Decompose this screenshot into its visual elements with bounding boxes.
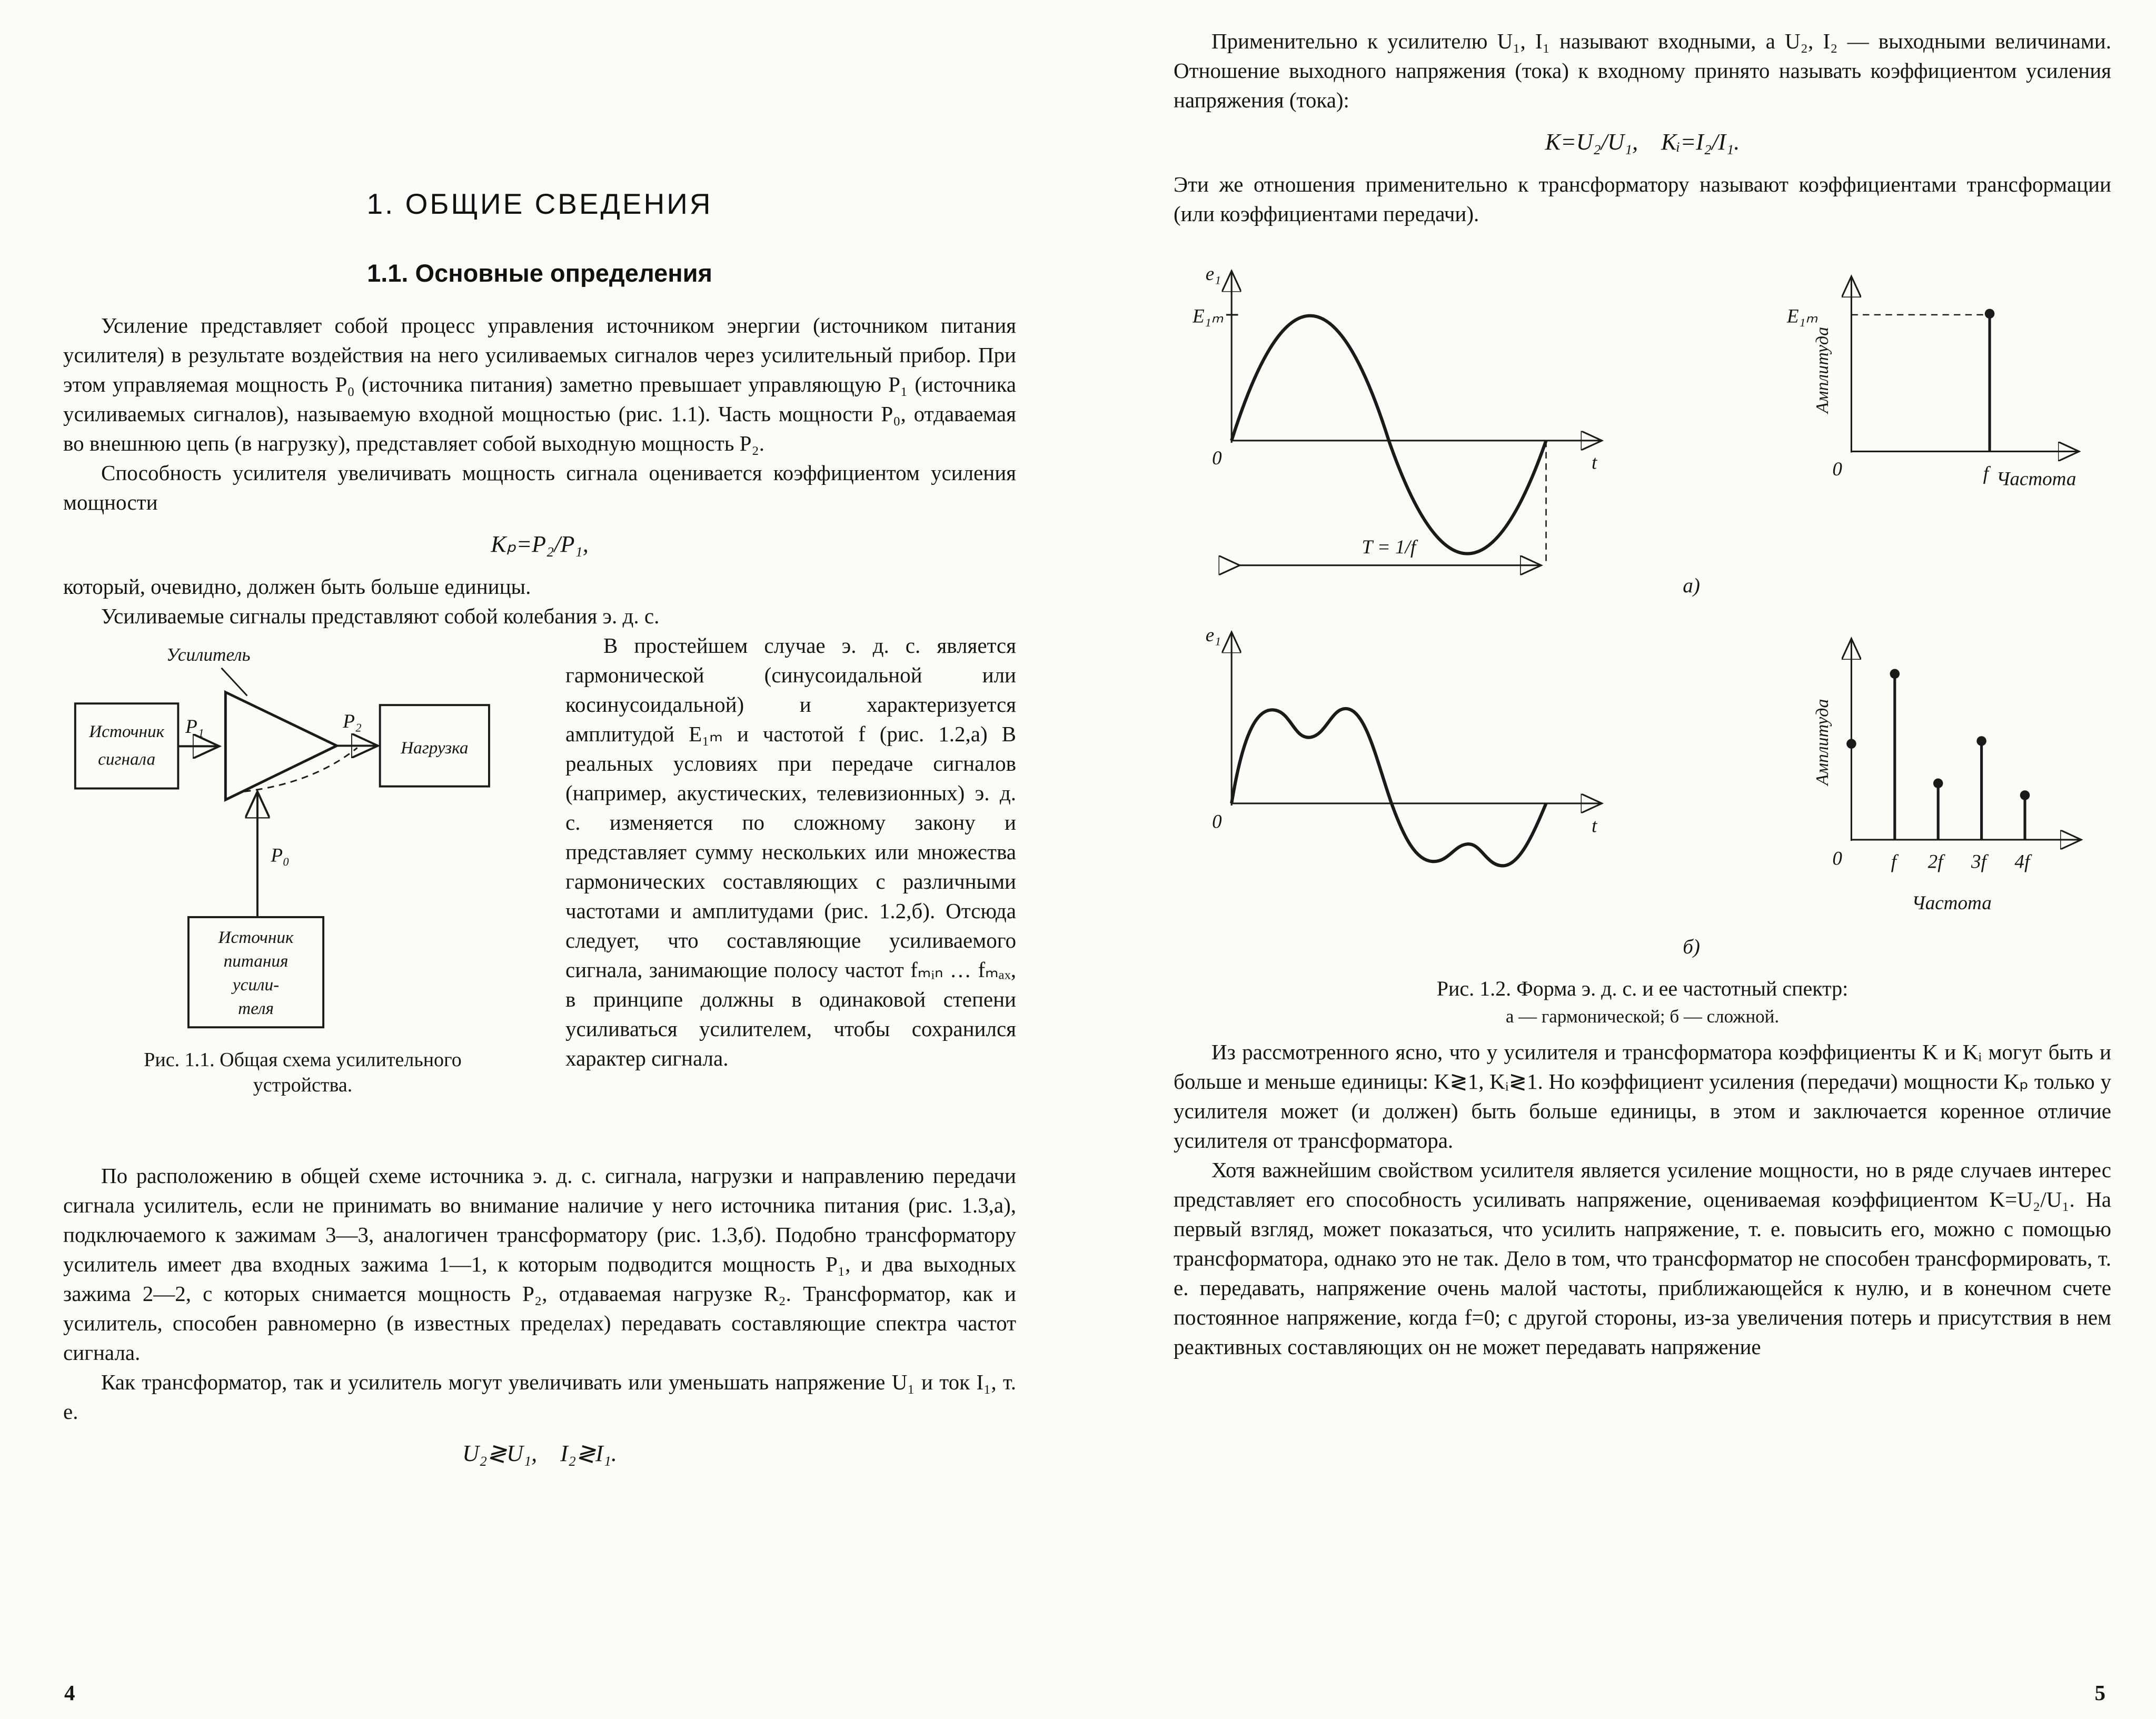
body-paragraph: Усиление представляет собой процесс управления источником энергии (источником питания усилителя) в результате воздействия на него усиливаемых сигналов через усилительный прибор. При этом управляемая мощность P₀ (источника питания) заметно превышает управляющую P₁ (источника усиливаемых сигналов), называемую входной мощностью (рис. 1.1). Часть мощности P₀, отдаваемая во внешнюю цепь (в нагрузку), представляет собой выходную мощность P₂. [63,313,1016,455]
body-paragraph: Применительно к усилителю U₁, I₁ называют входными, а U₂, I₂ — выходными величинами. Отношение выходного напряжения (тока) к входному принято называть коэффициентом усиления напряжения (тока): [1174,29,2111,112]
page-number: 5 [2094,1681,2105,1705]
f-label: f [1983,462,1989,484]
load-label: Нагрузка [401,738,469,758]
amplitude-label: Амплитуда [1812,699,1832,786]
page-number: 4 [64,1681,75,1705]
figure-1-2a [1193,244,2093,602]
subfigure-a-label: а) [1682,574,1700,598]
figure-1-2b [1193,605,2093,963]
e1-label: e₁ [1205,263,1221,285]
f-label: f [1891,851,1896,873]
period-label: T = 1/f [1362,536,1416,559]
spectrum-dot-0 [1846,739,1856,749]
body-paragraph: Как трансформатор, так и усилитель могут увеличивать или уменьшать напряжение U₁ и ток I₁, т. е. [63,1369,1016,1424]
spectrum-origin-label: 0 [1832,458,1842,480]
subfigure-b-label: б) [1682,935,1700,958]
signal-source-label-1: Источник [89,721,165,741]
spectrum-dot-f [1984,309,1994,319]
p1-label: P₁ [185,716,204,738]
t-label: t [1591,815,1597,837]
complex-waveform [1231,709,1546,866]
body-paragraph: Из рассмотренного ясно, что у усилителя и трансформатора коэффициенты K и Kᵢ могут быть и больше и меньше единицы: K≷1, Kᵢ≷1. Но коэффициент усиления (передачи) мощности Kₚ только у усилителя может (и должен) быть больше единицы, в этом и заключается коренное отличие усилителя от трансформатора. [1174,1039,2111,1152]
figure-1-1-caption: Рис. 1.1. Общая схема усилительного устройства. [144,1048,462,1096]
body-paragraph: Эти же отношения применительно к трансформатору называют коэффициентами трансформации (или коэффициентами передачи). [1174,172,2111,226]
power-source-label-3: усили- [232,975,280,995]
body-paragraph: По расположению в общей схеме источника э. д. с. сигнала, нагрузки и направлению передачи сигнала усилитель, если не принимать во внимание наличие у него источника питания (рис. 1.3,а), подключаемого к зажимам 3—3, аналогичен трансформатору (рис. 1.3,б). Подобно трансформатору усилитель имеет два входных зажима 1—1, к которым подводится мощность P₁, и два выходных зажима 2—2, с которых снимается мощность P₂, отдаваемая нагрузке R₂. Трансформатор, как и усилитель, способен равномерно (в известных пределах) передавать составляющие спектра частот сигнала. [63,1163,1016,1365]
figure-1-1-diagram [71,639,534,1036]
signal-source-box [75,703,178,788]
f4-label: 4f [2014,851,2030,873]
power-source-label-2: питания [223,951,289,971]
p0-label: P₀ [271,844,290,867]
amplitude-label: Амплитуда [1812,326,1832,413]
e1m-label: E₁ₘ [1192,305,1224,327]
f3-label: 3f [1971,851,1986,873]
spectrum-origin-label: 0 [1832,848,1842,870]
p2-label: P₂ [343,711,362,733]
body-paragraph: который, очевидно, должен быть больше единицы. [63,574,531,599]
spectrum-dot-f [1890,669,1900,679]
sine-waveform [1231,316,1546,554]
frequency-label: Частота [1996,468,2076,490]
formula-u: U₂≷U₁, I₂≷I₁. [462,1440,617,1466]
e1-label: e₁ [1205,624,1221,646]
power-source-label-1: Источник [218,927,294,947]
origin-label: 0 [1211,811,1222,833]
spectrum-dot-4f [2020,790,2030,800]
figure-1-2-caption-line1: Рис. 1.2. Форма э. д. с. и ее частотный спектр: [1436,976,1849,1000]
page-right [1078,0,2156,1719]
chapter-heading: 1. ОБЩИЕ СВЕДЕНИЯ [366,187,713,220]
amplifier-triangle [225,692,336,800]
t-label: t [1591,452,1597,474]
figure-1-2 [1174,244,2111,1029]
frequency-label: Частота [1911,892,1992,914]
section-heading: 1.1. Основные определения [367,259,712,287]
origin-label: 0 [1211,448,1222,470]
f2-label: 2f [1928,851,1943,873]
body-paragraph: В простейшем случае э. д. с. является гармонической (синусоидальной или косинусоидальной) и характеризуется амплитудой E₁ₘ и частотой f (рис. 1.2,а) В реальных условиях при передаче сигналов (например, акустических, телевизионных) э. д. с. изменяется по сложному закону и представляет сумму нескольких или множества гармонических составляющих с различными частотами и амплитудами (рис. 1.2,б). Отсюда следует, что составляющие усиливаемого сигнала, занимающие полосу частот fₘᵢₙ … fₘₐₓ, в принципе должны в одинаковой степени усиливаться усилителем, чтобы сохранился характер сигнала. [565,633,1016,1070]
amplifier-label: Усилитель [166,644,251,665]
figure-1-1 [63,639,542,1098]
figure-1-2-caption-line2: а — гармонической; б — сложной. [1505,1006,1780,1027]
formula-kp: Kₚ=P₂/P₁, [491,531,589,557]
transfer-dashed-curve [244,748,357,791]
spectrum-dot-2f [1933,778,1943,788]
body-paragraph: Способность усилителя увеличивать мощность сигнала оценивается коэффициентом усиления мощности [63,461,1016,514]
spectrum-dot-3f [1976,736,1986,746]
body-paragraph: Усиливаемые сигналы представляют собой колебания э. д. с. [101,604,660,628]
power-source-label-4: теля [238,998,274,1018]
signal-source-label-2: сигнала [98,749,156,769]
e1m-spectrum-label: E₁ₘ [1786,305,1818,327]
body-paragraph: Хотя важнейшим свойством усилителя является усиление мощности, но в ряде случаев интерес представляет его способность усиливать напряжение, оцениваемая коэффициентом K=U₂/U₁. На первый взгляд, может показаться, что усилить напряжение, т. е. повысить его, можно с помощью трансформатора, однако это не так. Дело в том, что трансформатор не способен трансформировать, т. е. передавать, напряжение очень малой частоты, приближающейся к нулю, и в конечном счете постоянное напряжение, когда f=0; с другой стороны, из-за увеличения потерь и присутствия в нем реактивных составляющих он не может передавать напряжение [1174,1157,2111,1359]
formula-k: K=U₂/U₁, Kᵢ=I₂/I₁. [1545,129,1740,155]
